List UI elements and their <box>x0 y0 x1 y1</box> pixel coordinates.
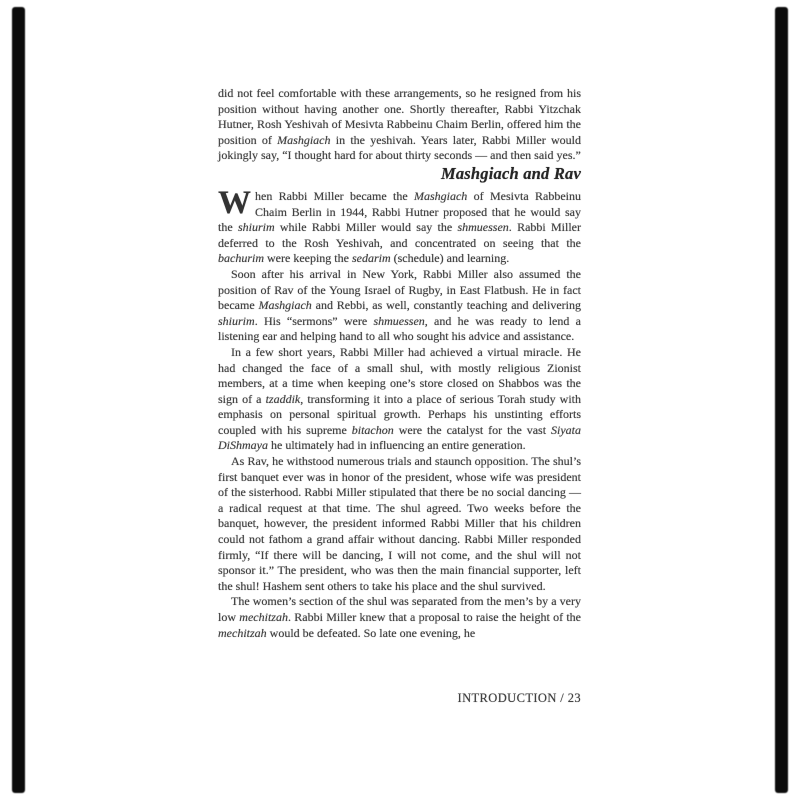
text-run: , transforming it into a place of serious Torah study with emphasis on personal spiritual growth. Perhaps his unstinting efforts coupled with his supreme <box>218 391 582 437</box>
text-run: and Rebbi, as well, constantly teaching and delivering <box>311 298 582 313</box>
italic-term: Mashgiach <box>277 132 331 147</box>
text-run: . His “sermons” were <box>254 313 374 328</box>
italic-term: sedarim <box>351 251 391 266</box>
scan-edge-bar-right <box>775 7 788 793</box>
text-run: . Rabbi Miller knew that a proposal to raise the height of the <box>287 610 582 624</box>
text-run: of Mesivta Rabbeinu Chaim Berlin in 1944, Rabbi Hutner proposed that he would say the <box>218 188 581 235</box>
italic-term: Mashgiach <box>258 298 312 313</box>
text-run: , and he was ready to lend a listening ear and helping hand to all who sought his advice and assistance. <box>218 313 581 344</box>
text-run: As Rav, he withstood numerous trials and staunch opposition. The shul’s first banquet ever was in honor of the president, whose wife was president of the sisterhood. Rabbi Miller stipulated that there be no social dancing — a radical request at that time. The shul agreed. Two weeks before the banquet, however, the president informed Rabbi Miller that his children could not fathom a grand affair without dancing. Rabbi Miller responded firmly, “If there will be dancing, I will not come, and the shul will not sponsor it.” The president, who was then the main financial supporter, left the shul! Hashem sent others to take his place and the shul survived. <box>218 454 581 593</box>
italic-term: shmuessen <box>373 313 425 328</box>
italic-term: mechitzah <box>218 625 267 640</box>
section-paragraph-group <box>218 184 582 641</box>
text-run: Soon after his arrival in New York, Rabbi Miller also assumed the position of Rav of the Young Israel of Rugby, in East Flatbush. He in fact became <box>218 266 581 313</box>
text-run: would be defeated. So late one evening, he <box>266 625 476 640</box>
italic-term: Siyata DiShmaya <box>218 422 581 453</box>
italic-term: bachurim <box>218 251 264 266</box>
text-run: (schedule) and learning. <box>390 251 510 266</box>
italic-term: mechitzah <box>239 610 288 624</box>
italic-term: shmuessen <box>457 220 509 235</box>
scan-edge-bar-left <box>12 7 25 793</box>
page-text-column <box>218 86 581 641</box>
text-run: The women’s section of the shul was separated from the men’s by a very low <box>218 594 581 624</box>
paragraph <box>218 86 581 164</box>
running-footer <box>218 691 581 706</box>
paragraph <box>218 267 581 345</box>
text-run: while Rabbi Miller would say the <box>274 220 458 235</box>
drop-cap: W <box>218 184 251 221</box>
text-run: in the yeshivah. Years later, Rabbi Miller would jokingly say, “I thought hard for about thirty seconds — and then said yes.” <box>218 132 581 163</box>
paragraph <box>218 594 581 641</box>
lead-paragraph-group <box>218 86 581 164</box>
footer-text: INTRODUCTION / 23 <box>457 691 581 705</box>
paragraph <box>218 184 581 267</box>
text-run: In a few short years, Rabbi Miller had achieved a virtual miracle. He had changed the face of a small shul, with mostly religious Zionist members, at a time when keeping one’s store closed on Shabbos was the sign of a <box>218 344 581 406</box>
text-run: . Rabbi Miller deferred to the Rosh Yeshivah, and concentrated on seeing that the <box>218 220 581 250</box>
text-run: he ultimately had in influencing an entire generation. <box>268 438 526 453</box>
italic-term: Mashgiach <box>413 188 468 203</box>
italic-term: tzaddik <box>265 391 301 406</box>
text-run: were keeping the <box>264 251 352 266</box>
italic-term: shiurim <box>237 220 275 235</box>
italic-term: bitachon <box>351 422 394 437</box>
italic-term: shiurim <box>218 313 255 328</box>
paragraph <box>218 454 581 594</box>
text-run: were the catalyst for the vast <box>393 422 551 437</box>
paragraph <box>218 345 581 454</box>
text-run: hen Rabbi Miller became the <box>255 188 414 203</box>
section-heading: Mashgiach and Rav <box>440 163 581 183</box>
text-run: did not feel comfortable with these arrangements, so he resigned from his position without having another one. Shortly thereafter, Rabbi Yitzchak Hutner, Rosh Yeshivah of Mesivta Rabbeinu Chaim Berlin, offered him the position of <box>218 86 581 147</box>
